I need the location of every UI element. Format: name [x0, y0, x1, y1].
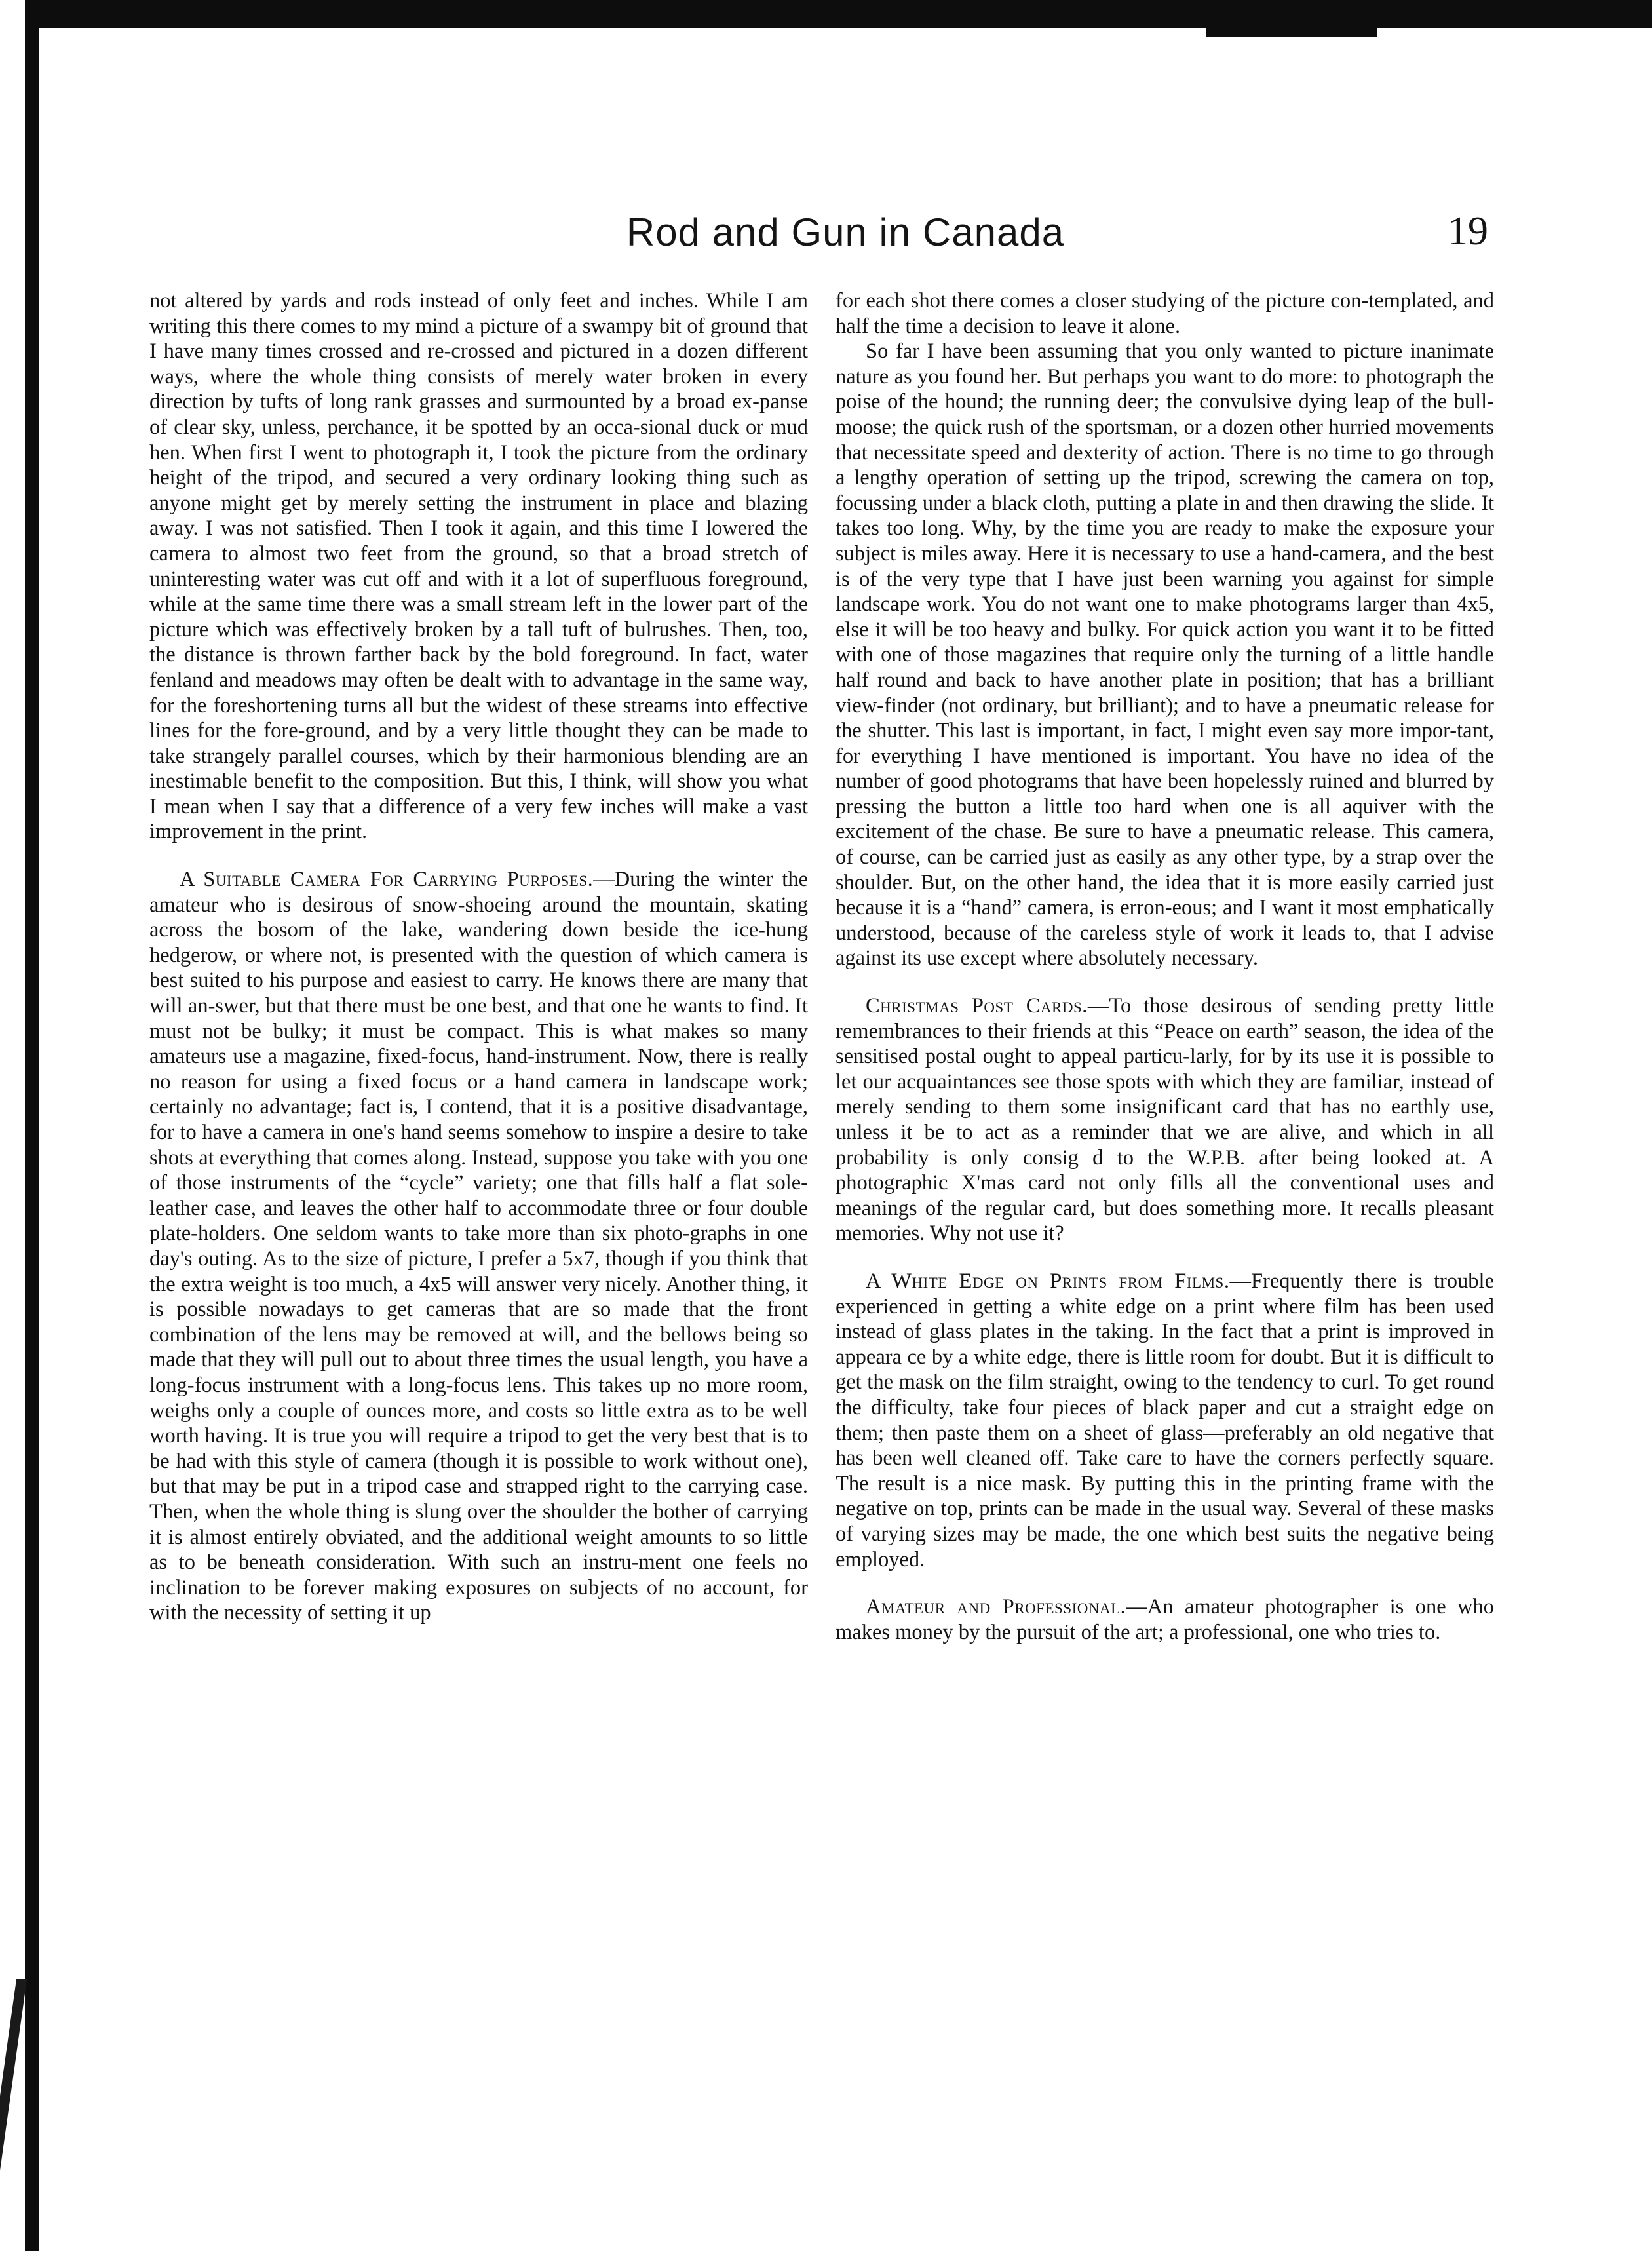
top-border-rule [26, 0, 1652, 28]
top-border-notch [1206, 20, 1377, 37]
right-paragraph-1: for each shot there comes a closer studying of the picture con-templated, and half the time a decision to leave it alone. [836, 289, 1494, 338]
section-heading-christmas-post-cards: Christmas Post Cards. [866, 994, 1088, 1018]
section-heading-suitable-camera: A Suitable Camera For Carrying Purposes. [180, 868, 594, 892]
section-heading-amateur-professional: Amateur and Professional. [866, 1595, 1126, 1619]
section-body-white-edge: —Frequently there is trouble experienced in getting a white edge on a print where film has been used instead of glass plates in the taking. In the fact that a print is improved in appeara ce by a white edge, there is little room for doubt. But it is difficult to get the mask on the film straight, owing to the tendency to curl. To get round the difficulty, take four pieces of black paper and cut a straight edge on them; then paste them on a sheet of glass—preferably an old negative that has been well cleaned off. Take care to have the corners perfectly square. The result is a nice mask. By putting this in the printing frame with the negative on top, prints can be made in the usual way. Several of these masks of varying sizes may be made, the one which best suits the negative being employed. [836, 1269, 1494, 1571]
section-heading-white-edge: A White Edge on Prints from Films. [866, 1269, 1230, 1293]
right-paragraph-3 [836, 993, 1494, 1246]
left-column [149, 288, 808, 1626]
left-border-rule [25, 0, 39, 2251]
right-paragraph-4 [836, 1269, 1494, 1572]
left-margin-mark [0, 1979, 27, 2176]
left-paragraph-1: not altered by yards and rods instead of only feet and inches. While I am writing this there comes to my mind a picture of a swampy bit of ground that I have many times crossed and re-crossed and pictured in a dozen different ways, where the whole thing consists of merely water broken in every direction by tufts of long rank grasses and surmounted by a broad ex-panse of clear sky, unless, perchance, it be spotted by an occa-sional duck or mud hen. When first I went to photograph it, I took the picture from the ordinary height of the tripod, and secured a very ordinary looking thing such as anyone might get by merely setting the instrument in place and blazing away. I was not satisfied. Then I took it again, and this time I lowered the camera to almost two feet from the ground, so that a broad stretch of uninteresting water was cut off and with it a lot of superfluous foreground, while at the same time there was a small stream left in the lower part of the picture which was effectively broken by a tall tuft of bulrushes. Then, too, the distance is thrown farther back by the bold foreground. In fact, water fenland and meadows may often be dealt with to advantage in the same way, for the foreshortening turns all but the widest of these streams into effective lines for the fore-ground, and by a very little thought they can be made to take strangely parallel courses, which by their harmonious blending are an inestimable benefit to the composition. But this, I think, will show you what I mean when I say that a difference of a very few inches will make a vast improvement in the print. [149, 289, 808, 844]
running-header-title: Rod and Gun in Canada [626, 210, 1065, 254]
right-column [836, 288, 1494, 1645]
page-number: 19 [1448, 209, 1488, 254]
section-body-suitable-camera: —During the winter the amateur who is desirous of snow-shoeing around the mountain, skating across the bosom of the lake, wandering down beside the ice-hung hedgerow, or where not, is presented with the question of which camera is best suited to his purpose and easiest to carry. He knows there are many that will an-swer, but that there must be one best, and that one he wants to find. It must not be bulky; it must be compact. This is what makes so many amateurs use a magazine, fixed-focus, hand-instrument. Now, there is really no reason for using a fixed focus or a hand camera in landscape work; certainly no advantage; fact is, I contend, that it is a positive disadvantage, for to have a camera in one's hand seems somehow to inspire a desire to take shots at everything that comes along. Instead, suppose you take with you one of those instruments of the “cycle” variety; one that fills half a flat sole-leather case, and leaves the other half to accommodate three or four double plate-holders. One seldom wants to take more than six photo-graphs in one day's outing. As to the size of picture, I prefer a 5x7, though if you think that the extra weight is too much, a 4x5 will answer very nicely. Another thing, it is possible nowadays to get cameras that are so made that the front combination of the lens may be removed at will, and the bellows being so made that they will pull out to about three times the usual length, you have a long-focus instrument with a long-focus lens. This takes up no more room, weighs only a couple of ounces more, and costs so little extra as to be well worth having. It is true you will require a tripod to get the very best that is to be had with this style of camera (though it is possible to work without one), but that may be put in a tripod case and strapped right to the carrying case. Then, when the whole thing is slung over the shoulder the bother of carrying it is almost entirely obviated, and the additional weight amounts to so little as to be beneath consideration. With such an instru-ment one feels no inclination to be forever making exposures on subjects of no account, for with the necessity of setting it up [149, 868, 809, 1625]
right-paragraph-5 [836, 1594, 1494, 1645]
section-body-amateur-professional: —An amateur photographer is one who makes money by the pursuit of the art; a professional, one who tries to. [836, 1595, 1494, 1644]
section-body-christmas-post-cards: —To those desirous of sending pretty little remembrances to their friends at this “Peace on earth” season, the idea of the sensitised postal ought to appeal particu-larly, for by its use it is possible to let our acquaintances see those spots with which they are familiar, instead of merely sending to them some insignificant card that has no earthly use, unless it be to act as a reminder that we are alive, and which in all probability is only consig d to the W.P.B. after being looked at. A photographic X'mas card not only fills all the conventional uses and meanings of the regular card, but does something more. It recalls pleasant memories. Why not use it? [836, 994, 1494, 1246]
left-paragraph-2 [149, 867, 808, 1626]
right-paragraph-2: So far I have been assuming that you only wanted to picture inanimate nature as you found her. But perhaps you want to do more: to photograph the poise of the hound; the running deer; the convulsive dying leap of the bull-moose; the quick rush of the sportsman, or a dozen other hurried movements that necessitate speed and dexterity of action. There is no time to go through a lengthy operation of setting up the tripod, screwing the camera on top, focussing under a black cloth, putting a plate in and then drawing the slide. It takes too long. Why, by the time you are ready to make the exposure your subject is miles away. Here it is necessary to use a hand-camera, and the best is of the very type that I have just been warning you against for simple landscape work. You do not want one to make photograms larger than 4x5, else it will be too heavy and bulky. For quick action you want it to be fitted with one of those magazines that require only the turning of a little handle half round and back to have another plate in position; that has a brilliant view-finder (not ordinary, but brilliant); and to have a pneumatic release for the shutter. This last is important, in fact, I might even say more impor-tant, for everything I have mentioned is important. You have no idea of the number of good photograms that have been hopelessly ruined and blurred by pressing the button a little too hard when one is all aquiver with the excitement of the chase. Be sure to have a pneumatic release. This camera, of course, can be carried just as easily as any other type, by a strap over the shoulder. But, on the other hand, the idea that it is more easily carried just because it is a “hand” camera, is erron-eous; and I want it most emphatically understood, because of the careless style of work it leads to, that I advise against its use except where absolutely necessary. [836, 339, 1494, 971]
